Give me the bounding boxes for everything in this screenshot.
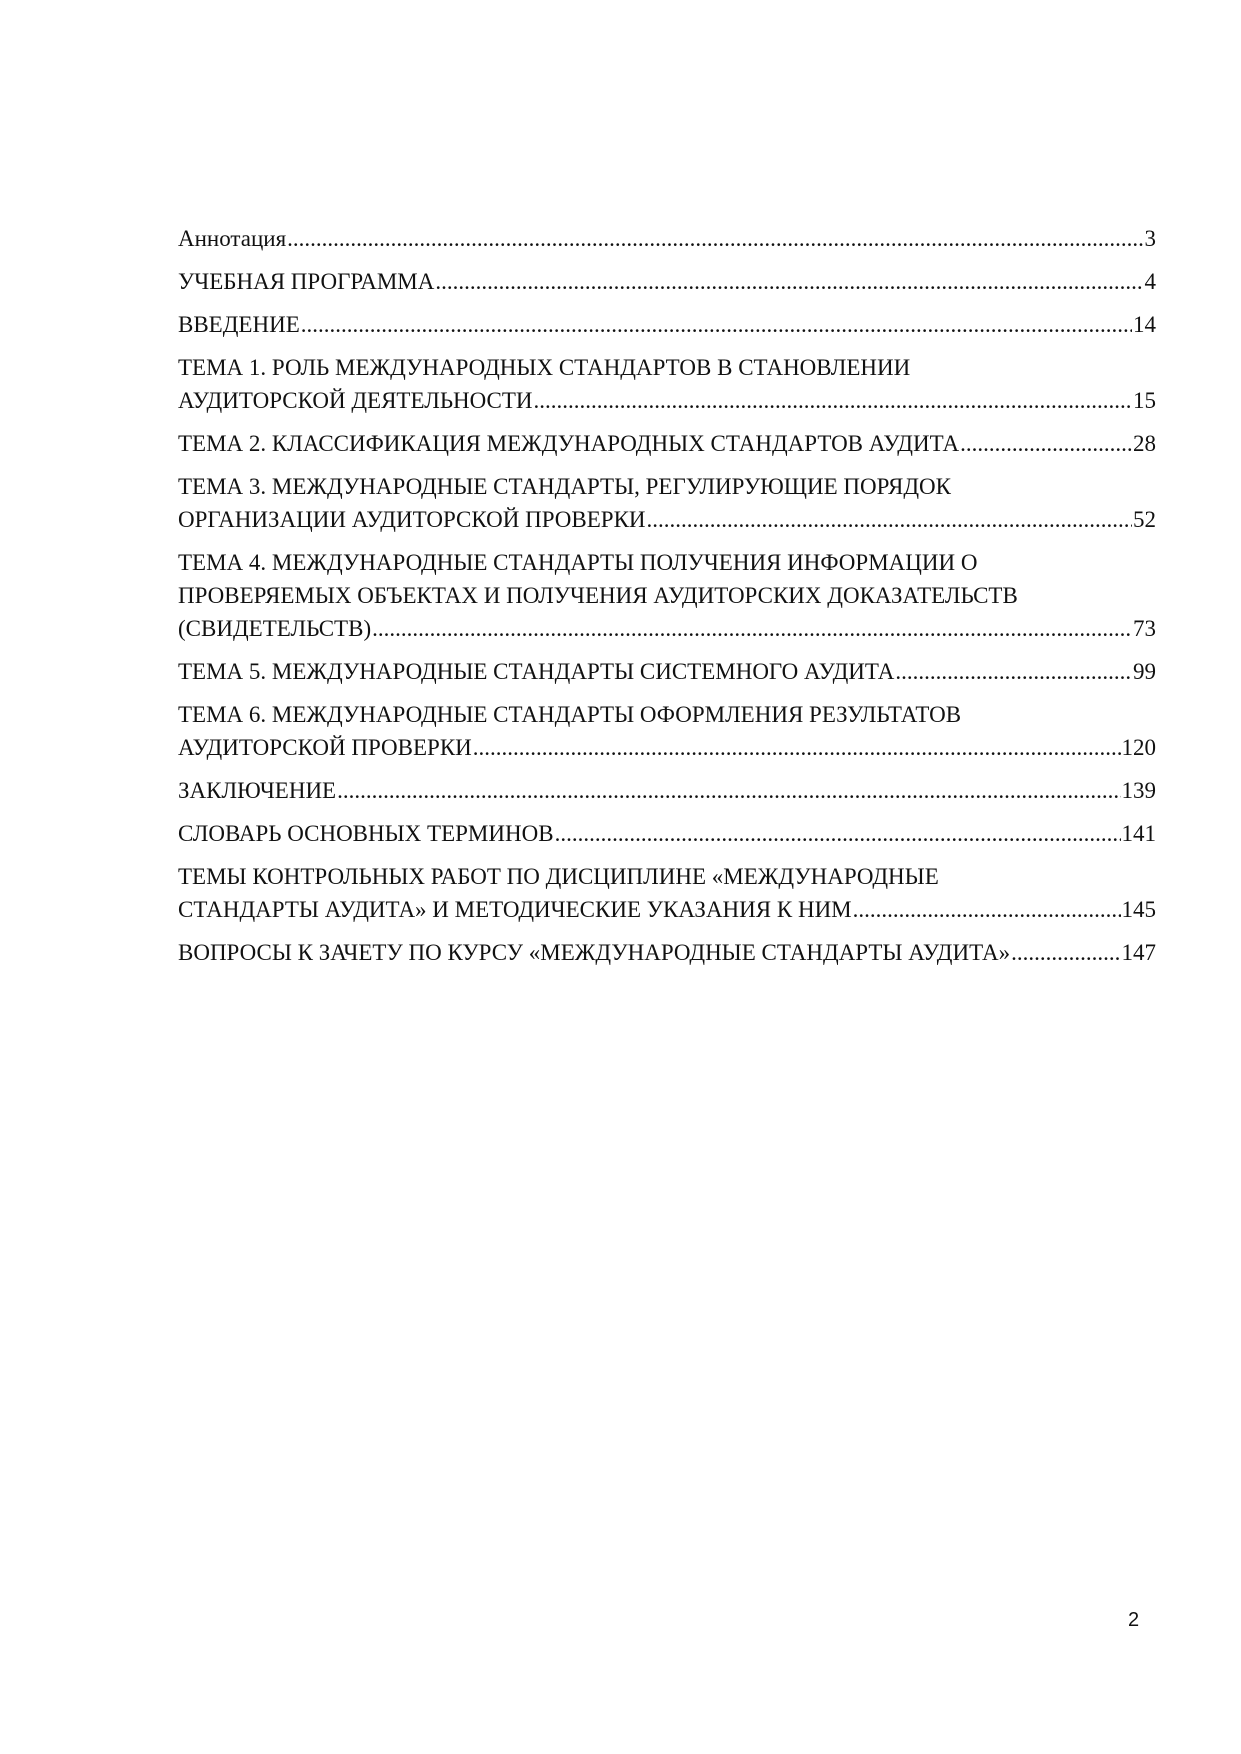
dot-leader (1011, 936, 1120, 969)
toc-entry-title-line: ПРОВЕРЯЕМЫХ ОБЪЕКТАХ И ПОЛУЧЕНИЯ АУДИТОРСКИХ ДОКАЗАТЕЛЬСТВ (178, 583, 1018, 608)
toc-entry-title-line: ТЕМА 1. РОЛЬ МЕЖДУНАРОДНЫХ СТАНДАРТОВ В СТАНОВЛЕНИИ (178, 355, 911, 380)
toc-entry[interactable] (178, 936, 1156, 969)
toc-entry-page-number: 52 (1133, 507, 1156, 532)
toc-entry[interactable] (178, 427, 1156, 460)
toc-entry-final-line (178, 384, 1156, 417)
toc-entry-title-line: ТЕМА 4. МЕЖДУНАРОДНЫЕ СТАНДАРТЫ ПОЛУЧЕНИЯ ИНФОРМАЦИИ О (178, 550, 978, 575)
toc-entry-title: Аннотация (178, 226, 287, 251)
toc-entry-page-number: 73 (1133, 616, 1156, 641)
toc-entry-page-number: 147 (1121, 940, 1156, 965)
toc-entry-final-line (178, 936, 1156, 969)
toc-entry-final-line (178, 731, 1156, 764)
toc-entry-page-number: 120 (1121, 735, 1156, 760)
toc-entry-page-number: 28 (1133, 431, 1156, 456)
toc-entry-title: УЧЕБНАЯ ПРОГРАММА (178, 269, 435, 294)
toc-entry-final-line (178, 308, 1156, 341)
toc-entry-page-number: 99 (1133, 659, 1156, 684)
toc-entry-final-line (178, 612, 1156, 645)
toc-entry-page-number: 139 (1121, 778, 1156, 803)
page-number: 2 (1128, 1609, 1140, 1631)
toc-entry-title: АУДИТОРСКОЙ ПРОВЕРКИ (178, 735, 472, 760)
toc-entry-final-line (178, 265, 1156, 298)
toc-entry-page-number: 15 (1133, 388, 1156, 413)
toc-entry[interactable] (178, 817, 1156, 850)
toc-entry-title: ОРГАНИЗАЦИИ АУДИТОРСКОЙ ПРОВЕРКИ (178, 507, 646, 532)
toc-entry-final-line (178, 774, 1156, 807)
toc-entry-title: СЛОВАРЬ ОСНОВНЫХ ТЕРМИНОВ (178, 821, 554, 846)
toc-entry-title: ВВЕДЕНИЕ (178, 312, 300, 337)
dot-leader (337, 774, 1120, 807)
toc-entry-title: СТАНДАРТЫ АУДИТА» И МЕТОДИЧЕСКИЕ УКАЗАНИЯ К НИМ (178, 897, 852, 922)
toc-entry-final-line (178, 427, 1156, 460)
toc-entry[interactable] (178, 774, 1156, 807)
dot-leader (534, 384, 1132, 417)
table-of-contents (178, 222, 1156, 979)
dot-leader (473, 731, 1121, 764)
toc-entry-title-line: ТЕМА 3. МЕЖДУНАРОДНЫЕ СТАНДАРТЫ, РЕГУЛИРУЮЩИЕ ПОРЯДОК (178, 474, 951, 499)
toc-entry[interactable] (178, 265, 1156, 298)
toc-entry-final-line (178, 655, 1156, 688)
toc-entry-page-number: 4 (1144, 269, 1156, 294)
dot-leader (435, 265, 1143, 298)
dot-leader (555, 817, 1121, 850)
toc-entry[interactable] (178, 308, 1156, 341)
toc-entry-title-line: ТЕМА 6. МЕЖДУНАРОДНЫЕ СТАНДАРТЫ ОФОРМЛЕНИЯ РЕЗУЛЬТАТОВ (178, 702, 962, 727)
toc-entry[interactable] (178, 222, 1156, 255)
toc-entry-title: ТЕМА 2. КЛАССИФИКАЦИЯ МЕЖДУНАРОДНЫХ СТАНДАРТОВ АУДИТА (178, 431, 960, 456)
toc-entry-page-number: 145 (1121, 897, 1156, 922)
toc-entry-final-line (178, 222, 1156, 255)
toc-entry[interactable] (178, 698, 1156, 764)
toc-entry-title: ЗАКЛЮЧЕНИЕ (178, 778, 337, 803)
dot-leader (287, 222, 1143, 255)
toc-entry-title: (СВИДЕТЕЛЬСТВ) (178, 616, 372, 641)
toc-entry-final-line (178, 893, 1156, 926)
toc-entry-page-number: 14 (1133, 312, 1156, 337)
toc-entry-final-line (178, 503, 1156, 536)
dot-leader (895, 655, 1132, 688)
toc-entry-title: АУДИТОРСКОЙ ДЕЯТЕЛЬНОСТИ (178, 388, 533, 413)
dot-leader (960, 427, 1132, 460)
toc-entry-page-number: 141 (1121, 821, 1156, 846)
toc-entry-final-line (178, 817, 1156, 850)
toc-entry[interactable] (178, 351, 1156, 417)
dot-leader (853, 893, 1121, 926)
dot-leader (301, 308, 1132, 341)
toc-entry-title: ТЕМА 5. МЕЖДУНАРОДНЫЕ СТАНДАРТЫ СИСТЕМНОГО АУДИТА (178, 659, 895, 684)
toc-entry[interactable] (178, 546, 1156, 645)
toc-entry-page-number: 3 (1144, 226, 1156, 251)
toc-entry-title: ВОПРОСЫ К ЗАЧЕТУ ПО КУРСУ «МЕЖДУНАРОДНЫЕ СТАНДАРТЫ АУДИТА» (178, 940, 1011, 965)
toc-entry[interactable] (178, 860, 1156, 926)
dot-leader (372, 612, 1132, 645)
dot-leader (647, 503, 1132, 536)
toc-entry-title-line: ТЕМЫ КОНТРОЛЬНЫХ РАБОТ ПО ДИСЦИПЛИНЕ «МЕЖДУНАРОДНЫЕ (178, 864, 939, 889)
toc-entry[interactable] (178, 655, 1156, 688)
toc-entry[interactable] (178, 470, 1156, 536)
